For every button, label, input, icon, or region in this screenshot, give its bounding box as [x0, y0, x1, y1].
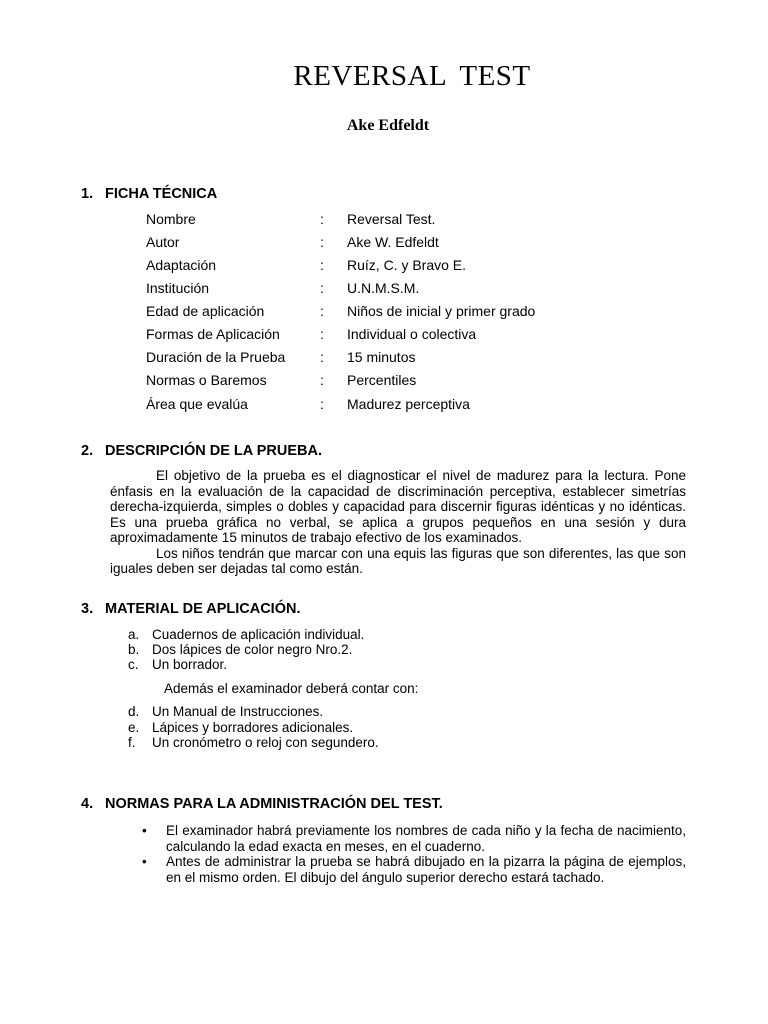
spec-value: 15 minutos	[347, 349, 416, 365]
bullet-text: El examinador habrá previamente los nombres de cada niño y la fecha de nacimiento, calculando la edad exacta en meses, en el cuaderno.	[166, 823, 686, 854]
spec-key: Formas de Aplicación	[146, 326, 280, 342]
list-marker: d.	[128, 704, 140, 719]
list-item	[128, 657, 227, 672]
spec-value: U.N.M.S.M.	[347, 280, 420, 296]
list-item	[128, 720, 353, 735]
section-3-heading	[81, 601, 300, 617]
spec-separator: :	[320, 303, 324, 319]
section-4-heading	[81, 796, 443, 812]
list-marker: c.	[128, 657, 139, 672]
spec-separator: :	[320, 349, 324, 365]
description-text	[110, 468, 686, 577]
spec-key: Autor	[146, 234, 180, 250]
list-text: Lápices y borradores adicionales.	[152, 720, 354, 735]
section-title: MATERIAL DE APLICACIÓN.	[105, 601, 301, 617]
list-marker: b.	[128, 642, 140, 657]
spec-key: Normas o Baremos	[146, 372, 267, 388]
section-number: 4.	[81, 796, 94, 812]
document-author: Ake Edfeldt	[346, 117, 430, 134]
spec-key: Adaptación	[146, 257, 217, 273]
bullet-text: Antes de administrar la prueba se habrá dibujado en la pizarra la página de ejemplos, en el mismo orden. El dibujo del ángulo superior derecho estará tachado.	[166, 854, 686, 885]
description-paragraph: Los niños tendrán que marcar con una equis las figuras que son diferentes, las que son iguales deben ser dejadas tal como están.	[110, 545, 686, 576]
list-item	[128, 627, 364, 642]
spec-value: Niños de inicial y primer grado	[347, 303, 536, 319]
list-text: Un Manual de Instrucciones.	[152, 704, 324, 719]
list-item	[128, 642, 352, 657]
spec-value: Madurez perceptiva	[347, 396, 470, 412]
section-title: FICHA TÉCNICA	[105, 186, 218, 202]
spec-key: Nombre	[146, 211, 196, 227]
section-number: 2.	[81, 443, 94, 459]
spec-key: Duración de la Prueba	[146, 349, 286, 365]
spec-separator: :	[320, 396, 324, 412]
list-item	[128, 704, 323, 719]
list-text: Dos lápices de color negro Nro.2.	[152, 642, 353, 657]
spec-separator: :	[320, 211, 324, 227]
section-number: 1.	[81, 186, 94, 202]
list-item	[128, 735, 379, 750]
spec-value: Percentiles	[347, 372, 417, 388]
spec-key: Institución	[146, 280, 210, 296]
spec-separator: :	[320, 326, 324, 342]
spec-value: Reversal Test.	[347, 211, 436, 227]
section-title: DESCRIPCIÓN DE LA PRUEBA.	[105, 443, 322, 459]
spec-separator: :	[320, 372, 324, 388]
bullet-marker: •	[142, 854, 147, 869]
bullet-marker: •	[142, 823, 147, 838]
section-title: NORMAS PARA LA ADMINISTRACIÓN DEL TEST.	[105, 796, 443, 812]
examiner-note: Además el examinador deberá contar con:	[164, 681, 419, 696]
section-2-heading	[81, 443, 322, 459]
list-marker: a.	[128, 627, 140, 642]
spec-key: Área que evalúa	[146, 396, 248, 412]
section-1-heading	[81, 186, 217, 202]
description-paragraph: El objetivo de la prueba es el diagnosticar el nivel de madurez para la lectura. Pone énfasis en la evaluación de la capacidad de discriminación perceptiva, establecer simetrías derecha-izquierda, simples o dobles y capacidad para discernir figuras idénticas y no idénticas. Es una prueba gráfica no verbal, se aplica a grupos pequeños en una sesión y dura aproximadamente 15 minutos de trabajo efectivo de los examinados.	[110, 468, 686, 545]
section-number: 3.	[81, 601, 94, 617]
spec-value: Ruíz, C. y Bravo E.	[347, 257, 467, 273]
list-marker: f.	[128, 735, 136, 750]
list-text: Cuadernos de aplicación individual.	[152, 627, 365, 642]
document-title: REVERSAL TEST	[293, 60, 531, 92]
spec-value: Individual o colectiva	[347, 326, 477, 342]
list-marker: e.	[128, 720, 140, 735]
list-text: Un cronómetro o reloj con segundero.	[152, 735, 379, 750]
spec-separator: :	[320, 234, 324, 250]
spec-value: Ake W. Edfeldt	[347, 234, 439, 250]
spec-separator: :	[320, 280, 324, 296]
spec-key: Edad de aplicación	[146, 303, 265, 319]
list-text: Un borrador.	[152, 657, 228, 672]
spec-separator: :	[320, 257, 324, 273]
